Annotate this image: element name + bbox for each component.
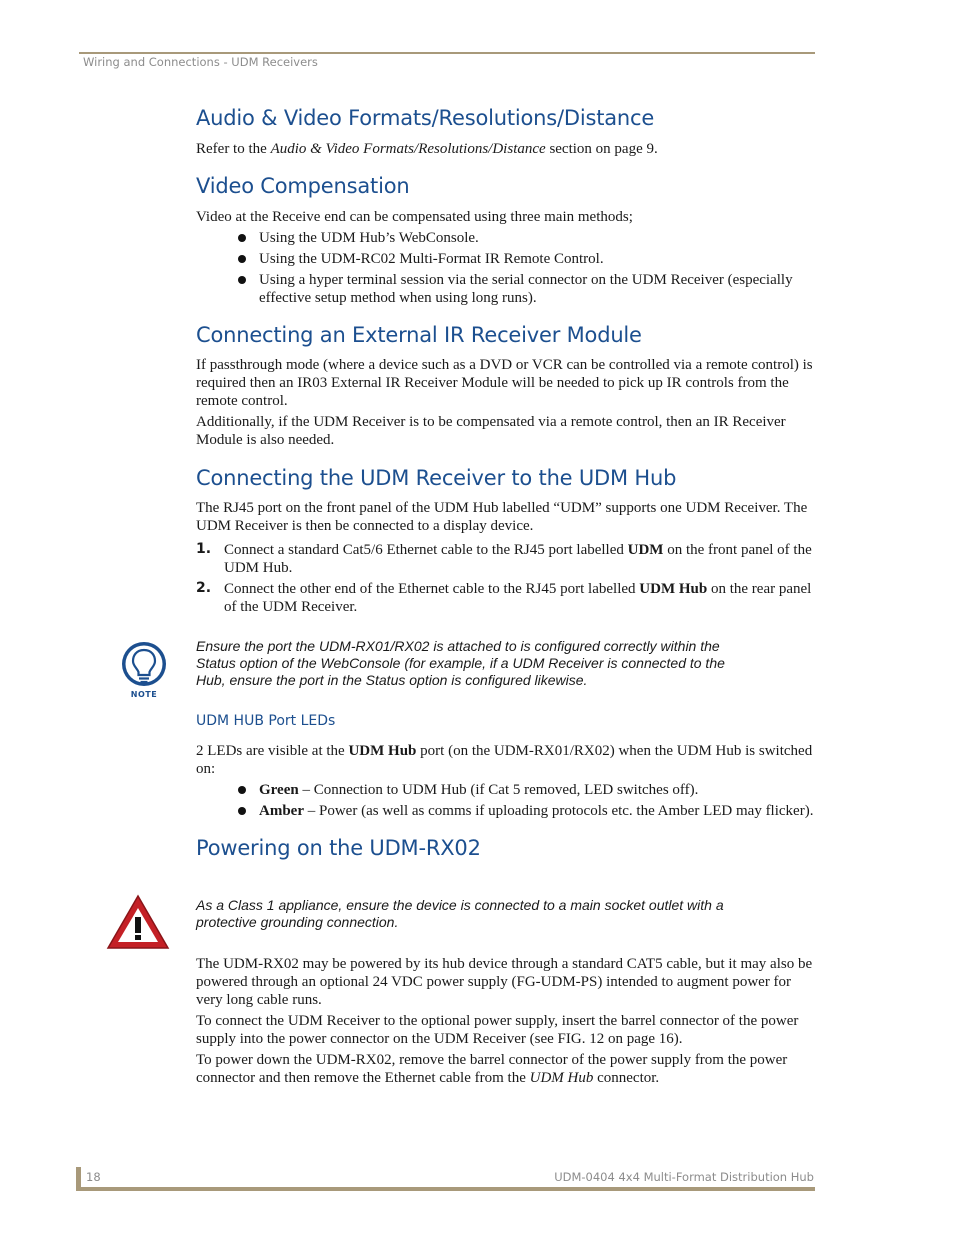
ir-paragraph-1: If passthrough mode (where a device such as a DVD or VCR can be controlled via a remote control) is required then an IR03 External IR Receiver Module will be needed to pick up IR controls from the remote control. [196, 357, 813, 409]
list-item-text: Using the UDM-RC02 Multi-Format IR Remote Control. [259, 251, 604, 267]
step-text [224, 541, 819, 577]
step-text-pre: Connect the other end of the Ethernet cable to the RJ45 port labelled [224, 581, 640, 597]
list-item-text: Using a hyper terminal session via the serial connector on the UDM Receiver (especially effective setup method when using long runs). [259, 272, 793, 306]
bullet-dot-icon [238, 255, 246, 263]
step-text-bold: UDM Hub [639, 581, 708, 597]
av-ref-text: Refer to the [196, 141, 271, 157]
note-text: Ensure the port the UDM-RX01/RX02 is attached to is configured correctly within the Status option of the WebConsole (for example, if a UDM Receiver is connected to the Hub, ensure the port in the Status option is configured likewise. [196, 638, 725, 688]
power-paragraph-1: The UDM-RX02 may be powered by its hub device through a standard CAT5 cable, but it may also be powered through an optional 24 VDC power supply (FG-UDM-PS) intended to augment power for very long cable runs. [196, 956, 813, 1008]
list-item [259, 271, 819, 307]
led-description: – Connection to UDM Hub (if Cat 5 removed, LED switches off). [298, 782, 699, 798]
leds-text: 2 LEDs are visible at the [196, 743, 349, 759]
step-text-post: on the front panel of the UDM Hub. [224, 542, 812, 576]
power-paragraph-3 [196, 1051, 816, 1087]
list-item [259, 781, 819, 799]
bullet-dot-icon [238, 276, 246, 284]
bullet-dot-icon [238, 786, 246, 794]
bullet-dot-icon [238, 234, 246, 242]
video-comp-intro: Video at the Receive end can be compensated using three main methods; [196, 209, 633, 225]
ir-paragraph-2: Additionally, if the UDM Receiver is to be compensated via a remote control, then an IR Receiver Module is also needed. [196, 414, 786, 448]
hub-paragraph: The RJ45 port on the front panel of the UDM Hub labelled “UDM” supports one UDM Receiver. The UDM Receiver is then be connected to a display device. [196, 500, 808, 534]
step-text-pre: Connect a standard Cat5/6 Ethernet cable to the RJ45 port labelled [224, 542, 628, 558]
leds-text-end: port (on the UDM-RX01/RX02) when the UDM Hub is switched on: [196, 743, 813, 777]
heading-port-leds: UDM HUB Port LEDs [196, 713, 336, 729]
step-text-post: on the rear panel of the UDM Receiver. [224, 581, 812, 615]
led-description: – Power (as well as comms if uploading protocols etc. the Amber LED may flicker). [304, 803, 814, 819]
step-text [224, 580, 819, 616]
footer-doc-title: UDM-0404 4x4 Multi-Format Distribution Hub [554, 1170, 814, 1184]
av-formats-paragraph [196, 140, 816, 158]
note-icon-label: NOTE [130, 690, 158, 699]
bullet-dot-icon [238, 807, 246, 815]
warning-triangle-icon [106, 894, 170, 950]
av-ref-link-text: Audio & Video Formats/Resolutions/Distance [270, 141, 546, 157]
leds-paragraph [196, 742, 816, 778]
led-color-label: Amber [259, 803, 304, 819]
led-color-label: Green [259, 782, 299, 798]
list-item [259, 229, 819, 247]
list-item [259, 250, 819, 268]
footer-rule [79, 1187, 815, 1191]
heading-connecting-hub: Connecting the UDM Receiver to the UDM Hub [196, 466, 677, 490]
power-text-end: connector. [593, 1070, 660, 1086]
list-item-text: Using the UDM Hub’s WebConsole. [259, 230, 479, 246]
power-text-italic: UDM Hub [529, 1070, 594, 1086]
leds-text-bold: UDM Hub [348, 743, 417, 759]
running-header: Wiring and Connections - UDM Receivers [83, 55, 318, 69]
heading-video-compensation: Video Compensation [196, 174, 410, 198]
heading-av-formats: Audio & Video Formats/Resolutions/Distance [196, 106, 655, 130]
note-icon [118, 640, 170, 702]
heading-ir-receiver: Connecting an External IR Receiver Module [196, 323, 642, 347]
page-number: 18 [86, 1170, 101, 1184]
step-number: 1. [196, 541, 212, 557]
header-rule [79, 52, 815, 54]
step-number: 2. [196, 580, 212, 596]
av-ref-text-end: section on page 9. [545, 141, 658, 157]
list-item [259, 802, 819, 820]
power-text: To power down the UDM-RX02, remove the barrel connector of the power supply from the power connector and then remove the Ethernet cable from the [196, 1052, 788, 1086]
warning-text: As a Class 1 appliance, ensure the device is connected to a main socket outlet with a protective grounding connection. [196, 897, 724, 930]
power-paragraph-2: To connect the UDM Receiver to the optional power supply, insert the barrel connector of the power supply into the power connector on the UDM Receiver (see FIG. 12 on page 16). [196, 1013, 799, 1047]
step-text-bold: UDM [627, 542, 664, 558]
heading-powering: Powering on the UDM-RX02 [196, 836, 481, 860]
